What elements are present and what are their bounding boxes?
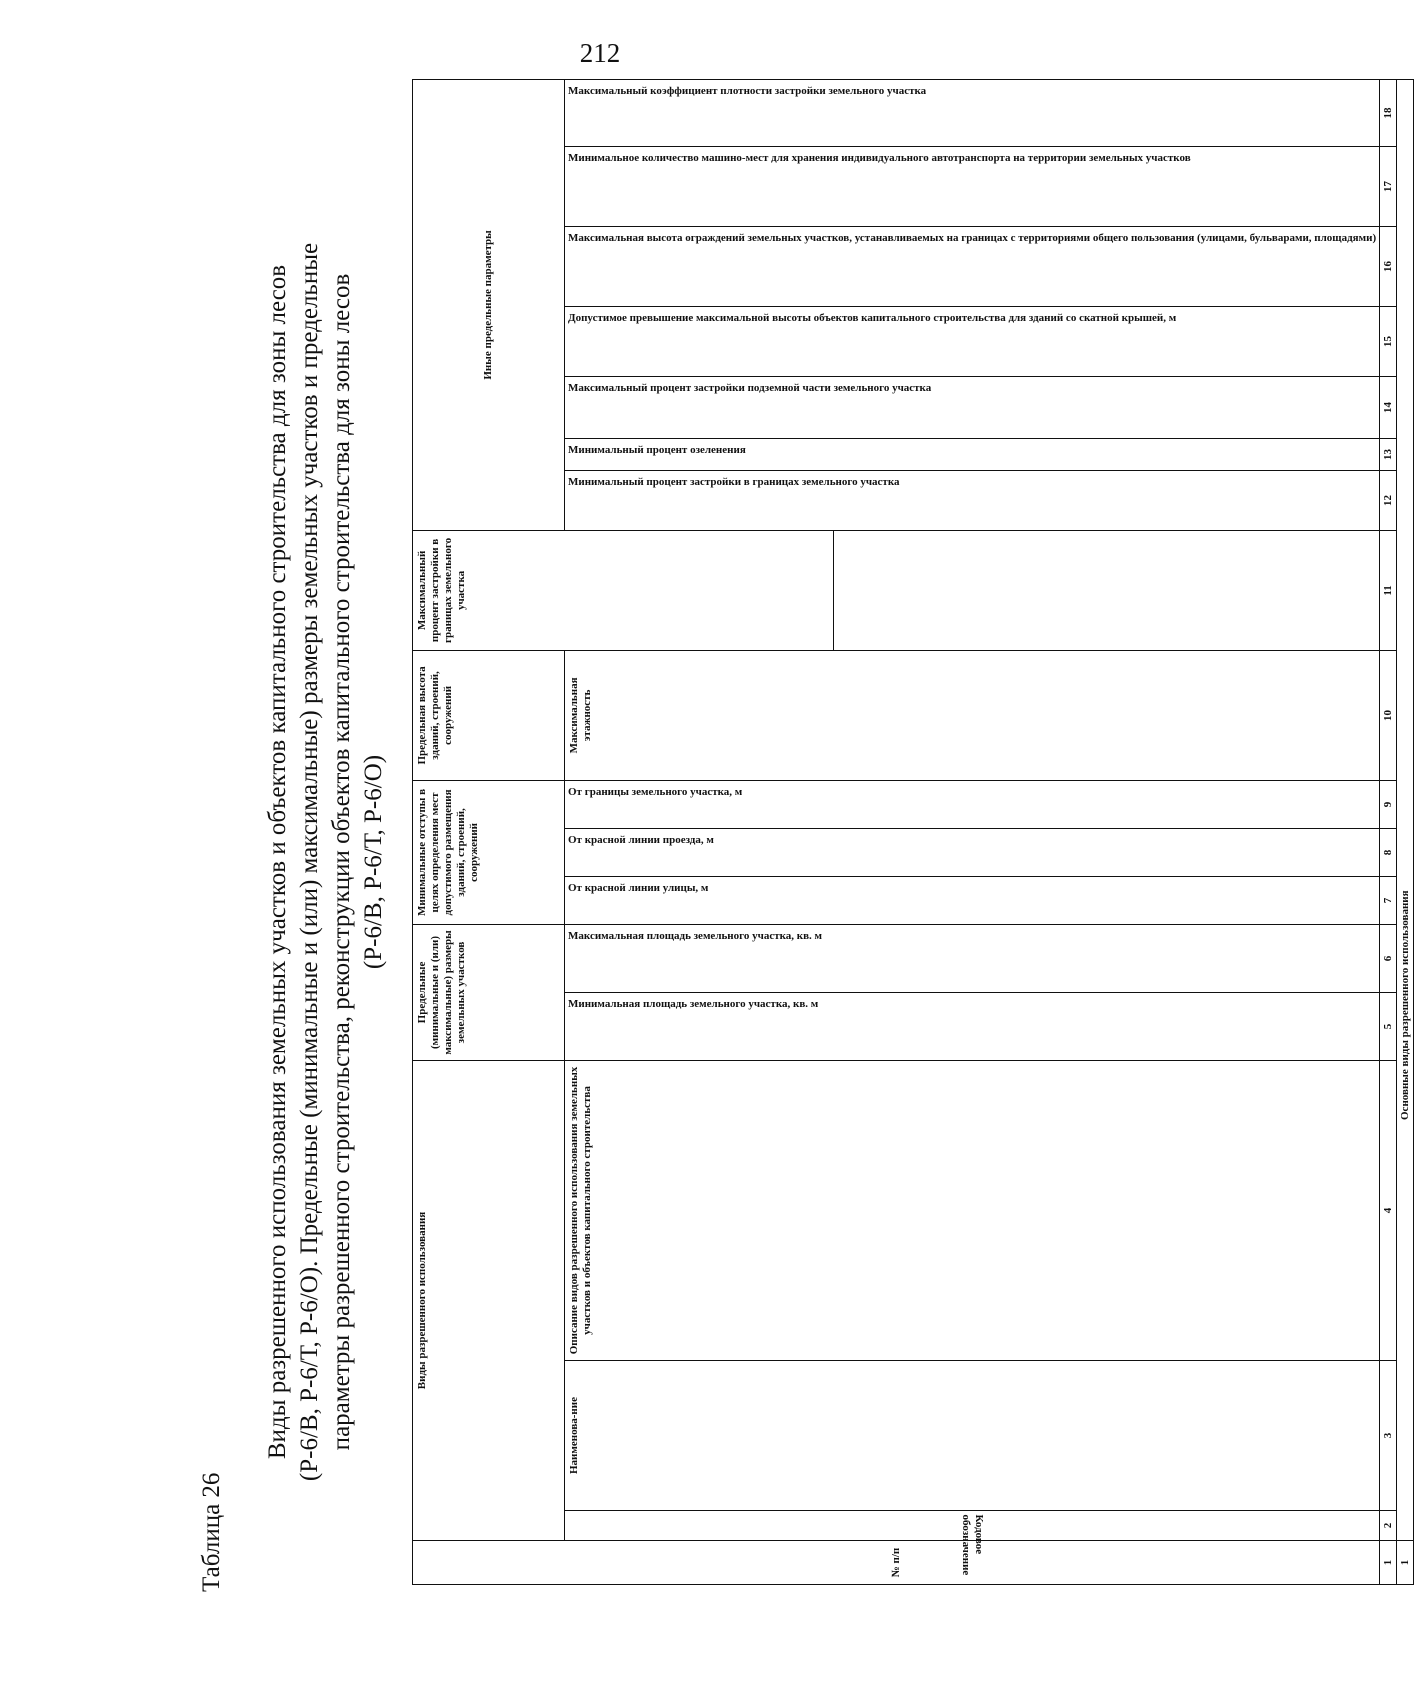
column-number: 17 — [1380, 146, 1397, 226]
header-sizes: Предельные (минимальные и (или) максимальные) размеры земельных участков — [413, 924, 565, 1060]
header-col18: Максимальный коэффициент плотности застройки земельного участка — [565, 79, 1380, 146]
header-description: Описание видов разрешенного использования земельных участков и объектов капитального строительства — [565, 1060, 1380, 1360]
header-max-floors: Максимальная этажность — [565, 650, 1380, 780]
header-col13: Минимальный процент озеленения — [565, 438, 1380, 470]
table-title: Виды разрешенного использования земельных участков и объектов капитального строительства для зоны лесов (Р-6/В, Р-6/Т, Р-6/О). Предельные (минимальные и (или) максимальные) размеры земельных участков и предельные параметры разрешенного строительства, реконструкции объектов капитального строительства для зоны лесов (Р-6/В, Р-6/Т, Р-6/О) — [264, 242, 387, 1482]
header-num: № п/п — [413, 1541, 1380, 1585]
column-number: 1 — [1380, 1541, 1397, 1585]
column-number: 3 — [1380, 1361, 1397, 1511]
column-number: 12 — [1380, 470, 1397, 530]
header-code: Кодовое обозначение — [565, 1511, 1380, 1541]
column-number: 11 — [1380, 530, 1397, 650]
header-col6: Максимальная площадь земельного участка, кв. м — [565, 924, 1380, 992]
header-col8: От красной линии проезда, м — [565, 828, 1380, 876]
column-number: 18 — [1380, 79, 1397, 146]
header-name: Наименова-ние — [565, 1361, 1380, 1511]
column-number: 4 — [1380, 1060, 1397, 1360]
column-number: 14 — [1380, 376, 1397, 438]
header-col17: Минимальное количество машино-мест для хранения индивидуального автотранспорта на территории земельных участков — [565, 146, 1380, 226]
column-number: 13 — [1380, 438, 1397, 470]
header-col12: Минимальный процент застройки в границах земельного участка — [565, 470, 1380, 530]
header-col15: Допустимое превышение максимальной высоты объектов капитального строительства для зданий со скатной крышей, м — [565, 306, 1380, 376]
column-number: 9 — [1380, 780, 1397, 828]
header-col9: От границы земельного участка, м — [565, 780, 1380, 828]
column-number: 2 — [1380, 1511, 1397, 1541]
column-number: 6 — [1380, 924, 1397, 992]
table-label: Таблица 26 — [198, 1472, 225, 1592]
section-title: Основные виды разрешенного использования — [1397, 79, 1414, 1540]
column-number: 15 — [1380, 306, 1397, 376]
column-number: 7 — [1380, 876, 1397, 924]
column-number: 5 — [1380, 992, 1397, 1060]
land-use-table — [412, 84, 1411, 1585]
header-types: Виды разрешенного использования — [413, 1060, 565, 1540]
page-number: 212 — [579, 38, 621, 68]
header-max-percent: Максимальный процент застройки в границах земельного участка — [413, 530, 834, 650]
header-col5: Минимальная площадь земельного участка, кв. м — [565, 992, 1380, 1060]
header-other: Иные предельные параметры — [413, 79, 565, 530]
header-height: Предельная высота зданий, строений, сооружений — [413, 650, 565, 780]
section-row — [1397, 79, 1414, 1584]
column-number: 8 — [1380, 828, 1397, 876]
section-number: 1 — [1397, 1541, 1414, 1585]
header-setbacks: Минимальные отступы в целях определения мест допустимого размещения зданий, строений, сооружений — [413, 780, 565, 924]
column-number-row — [1380, 79, 1397, 1584]
column-number: 16 — [1380, 226, 1397, 306]
header-max-percent-continuation — [833, 530, 1379, 650]
header-col14: Максимальный процент застройки подземной части земельного участка — [565, 376, 1380, 438]
header-col16: Максимальная высота ограждений земельных участков, устанавливаемых на границах с территориями общего пользования (улицами, бульварами, площадями) — [565, 226, 1380, 306]
column-number: 10 — [1380, 650, 1397, 780]
header-col7: От красной линии улицы, м — [565, 876, 1380, 924]
